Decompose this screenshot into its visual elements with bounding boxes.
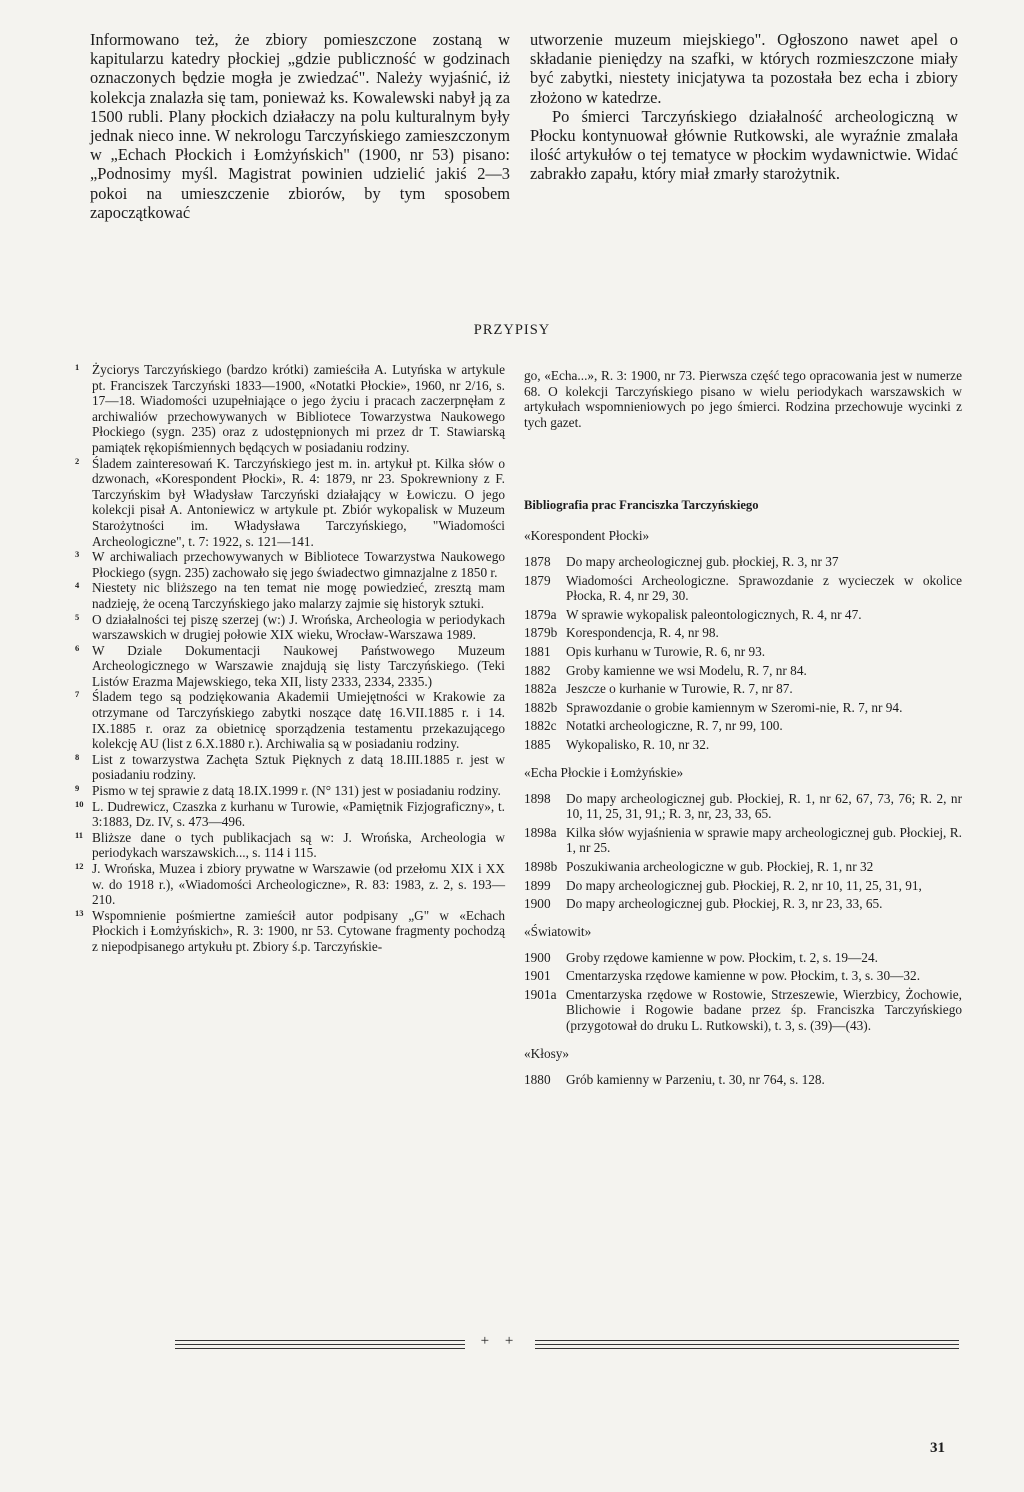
bibliography-source: «Korespondent Płocki» <box>524 528 650 543</box>
footnote <box>75 456 505 550</box>
footnote-number: 8 <box>75 751 80 762</box>
footnote <box>75 549 505 580</box>
entry-text: Cmentarzyska rzędowe kamienne w pow. Płockim, t. 3, s. 30—32. <box>566 968 921 984</box>
paragraph: Informowano też, że zbiory pomieszczone zostaną w kapitularzu katedry płockiej „gdzie publiczność w godzinach oznaczonych będzie mogła je zwiedzać". Należy wyjaśnić, iż kolekcja znalazła się tam, ponieważ ks. Kowalewski nabył ją za 1500 rubli. Plany płockich działaczy na polu kulturalnym były jednak nieco inne. W nekrologu Tarczyńskiego zamieszczonym w „Echach Płockich i Łomżyńskich" (1900, nr 53) pisano: „Podnosimy myśl. Magistrat powinien udzielić jakiś 2—3 pokoi na umieszczenie zbiorów, by tym sposobem zapoczątkować <box>90 30 510 222</box>
footnote-number: 4 <box>75 580 80 591</box>
entry-text: Sprawozdanie o grobie kamiennym w Szeromi-nie, R. 7, nr 94. <box>566 699 903 715</box>
main-text-right-column <box>530 30 958 184</box>
footnote-text: Bliższe dane o tych publikacjach są w: J. Wrońska, Archeologia w periodykach warszawskich..., s. 114 i 115. <box>92 829 505 861</box>
footnote-text: Śladem zainteresowań K. Tarczyńskiego jest m. in. artykuł pt. Kilka słów o dzwonach, «Korespondent Płocki», R. 4: 1879, nr 23. Spokrewniony z F. Tarczyńskim był Władysław Tarczyński działający w Łowiczu. O jego kolekcji pisał A. Antoniewicz w artykule pt. Zbiór wykopalisk w Muzeum Starożytności im. Władysława Tarczyńskiego, "Wiadomości Archeologiczne", t. 7: 1922, s. 121—141. <box>92 455 505 549</box>
bibliography-entry <box>524 625 962 641</box>
bibliography <box>524 498 962 1090</box>
footnote <box>75 362 505 456</box>
entry-year: 1901a <box>524 986 557 1002</box>
bibliography-source: «Światowit» <box>524 923 592 939</box>
bibliography-entry <box>524 644 962 660</box>
page-number: 31 <box>930 1440 945 1456</box>
footnote-number: 5 <box>75 611 80 622</box>
entry-year: 1899 <box>524 877 551 893</box>
footnote <box>75 908 505 955</box>
footnote-number: 1 <box>75 362 80 372</box>
entry-year: 1898a <box>524 824 557 840</box>
bibliography-entry <box>524 987 962 1034</box>
footnote-text: L. Dudrewicz, Czaszka z kurhanu w Turowie, «Pamiętnik Fizjograficzny», t. 3:1883, Dz. IV, s. 473—496. <box>92 798 505 830</box>
entry-year: 1882a <box>524 681 557 697</box>
footnote <box>75 830 505 861</box>
bibliography-entry <box>524 737 962 753</box>
paragraph: Po śmierci Tarczyńskiego działalność archeologiczną w Płocku kontynuował głównie Rutkowski, ale wyraźnie zmalała ilość artykułów o tej tematyce w płockim wydawnictwie. Widać zabrakło zapału, który miał zmarły starożytnik. <box>530 106 958 184</box>
ornament-stars: + + <box>480 1333 520 1349</box>
footnote-number: 3 <box>75 549 80 560</box>
bibliography-entry <box>524 859 962 875</box>
entry-text: Wykopalisko, R. 10, nr 32. <box>566 736 710 752</box>
entry-year: 1901 <box>524 968 551 984</box>
bibliography-entry <box>524 718 962 734</box>
entry-text: W sprawie wykopalisk paleontologicznych, R. 4, nr 47. <box>566 606 862 622</box>
bibliography-title: Bibliografia prac Franciszka Tarczyńskiego <box>524 498 759 512</box>
entry-year: 1878 <box>524 554 551 569</box>
bibliography-entry <box>524 663 962 679</box>
bibliography-entry <box>524 950 962 966</box>
footnote-number: 13 <box>75 907 84 918</box>
bibliography-source: «Kłosy» <box>524 1045 570 1061</box>
bibliography-entry <box>524 607 962 623</box>
footnote-text: Wspomnienie pośmiertne zamieścił autor podpisany „G" w «Echach Płockich i Łomżyńskich», R. 3: 1900, nr 53. Cytowane fragmenty pochodzą z niepodpisanego artykułu pt. Zbiory ś.p. Tarczyńskie- <box>92 907 505 954</box>
footnote <box>75 752 505 783</box>
ornament-divider <box>175 1333 959 1352</box>
entry-year: 1882b <box>524 699 558 715</box>
footnote-text: Niestety nic bliższego na ten temat nie mogę powiedzieć, zresztą mam nadzieję, że oceną Tarczyńskiego jako malarzy zajmie się historyk sztuki. <box>92 580 505 611</box>
entry-text: Notatki archeologiczne, R. 7, nr 99, 100. <box>566 718 783 734</box>
entry-year: 1879a <box>524 606 557 622</box>
bibliography-entry <box>524 968 962 984</box>
bibliography-entry <box>524 896 962 912</box>
footnote <box>75 643 505 690</box>
entry-text: Do mapy archeologicznej gub. Płockiej, R. 2, nr 10, 11, 25, 31, 91, <box>566 877 922 893</box>
bibliography-entry <box>524 878 962 894</box>
entry-text: Do mapy archeologicznej gub. Płockiej, R. 1, nr 62, 67, 73, 76; R. 2, nr 10, 11, 25, 31, 91,; R. 3, nr, 23, 33, 65. <box>566 790 962 822</box>
entry-year: 1900 <box>524 949 551 965</box>
footnote-text: W archiwaliach przechowywanych w Bibliotece Towarzystwa Naukowego Płockiego (sygn. 235) zachowało się jego świadectwo gimnazjalne z 1850 r. <box>92 549 505 580</box>
entry-text: Groby kamienne we wsi Modelu, R. 7, nr 84. <box>566 662 807 678</box>
footnote-number: 12 <box>75 861 84 871</box>
footnote-number: 11 <box>75 829 84 840</box>
entry-text: Grób kamienny w Parzeniu, t. 30, nr 764, s. 128. <box>566 1071 825 1087</box>
main-text-left-column <box>90 30 510 222</box>
entry-year: 1900 <box>524 896 551 912</box>
entry-text: Cmentarzyska rzędowe w Rostowie, Strzeszewie, Wierzbicy, Żochowie, Blichowie i Rogowie badane przez śp. Franciszka Tarczyńskiego (przygotował do druku L. Rutkowski), t. 3, s. (39)—(43). <box>566 986 962 1034</box>
footnote-text: List z towarzystwa Zachęta Sztuk Pięknych z datą 18.III.1885 r. jest w posiadaniu rodziny. <box>92 751 505 783</box>
bibliography-entry <box>524 554 962 570</box>
entry-text: Do mapy archeologicznej gub. płockiej, R. 3, nr 37 <box>566 554 839 569</box>
footnote <box>75 783 505 799</box>
footnotes-heading: PRZYPISY <box>473 322 551 338</box>
footnote-number: 6 <box>75 642 80 653</box>
bibliography-entry <box>524 791 962 822</box>
entry-text: Wiadomości Archeologiczne. Sprawozdanie z wycieczek w okolice Płocka, R. 4, nr 29, 30. <box>566 572 962 604</box>
footnote-text: Pismo w tej sprawie z datą 18.IX.1999 r. (N° 131) jest w posiadaniu rodziny. <box>92 783 501 799</box>
bibliography-entry <box>524 700 962 716</box>
footnote-number: 2 <box>75 455 80 466</box>
footnote <box>75 612 505 643</box>
footnote-text: W Dziale Dokumentacji Naukowej Państwowego Muzeum Archeologicznego w Warszawie znajdują się listy Tarczyńskiego. (Teki Listów Erazma Majewskiego, teka XII, listy 2333, 2334, 2335.) <box>92 642 505 689</box>
bibliography-entry <box>524 1072 962 1088</box>
entry-text: Do mapy archeologicznej gub. Płockiej, R. 3, nr 23, 33, 65. <box>566 896 883 912</box>
entry-year: 1880 <box>524 1071 551 1087</box>
footnote <box>75 861 505 908</box>
footnote-number: 7 <box>75 689 80 700</box>
bibliography-sections <box>524 528 962 1087</box>
footnote <box>75 580 505 611</box>
footnote-continuation: go, «Echa...», R. 3: 1900, nr 73. Pierwsza część tego opracowania jest w numerze 68. O kolekcji Tarczyńskiego pisano w wielu periodykach warszawskich w artykułach wspomnieniowych po jego śmierci. Rodzina przechowuje wycinki z tych gazet. <box>524 368 962 430</box>
footnotes-list <box>75 362 505 955</box>
entry-year: 1898 <box>524 790 551 806</box>
entry-year: 1885 <box>524 736 551 752</box>
entry-year: 1881 <box>524 643 551 659</box>
paragraph: utworzenie muzeum miejskiego". Ogłoszono nawet apel o składanie pieniędzy na szafki, w których rozmieszczone miały być zabytki, niestety inicjatywa ta pozostała bez echa i zbiory złożono w katedrze. <box>530 30 958 107</box>
entry-year: 1882c <box>524 718 557 734</box>
footnote-number: 10 <box>75 798 84 809</box>
entry-text: Poszukiwania archeologiczne w gub. Płockiej, R. 1, nr 32 <box>566 858 874 874</box>
bibliography-entry <box>524 681 962 697</box>
entry-year: 1898b <box>524 858 558 874</box>
entry-text: Korespondencja, R. 4, nr 98. <box>566 625 719 641</box>
entry-text: Kilka słów wyjaśnienia w sprawie mapy archeologicznej gub. Płockiej, R. 1, nr 25. <box>566 824 962 856</box>
footnote-text: Śladem tego są podziękowania Akademii Umiejętności w Krakowie za otrzymane od Tarczyńskiego zabytki noszące datę 16.VII.1885 r. i 14. IX.1885 r. oraz za obietnicę sporządzenia testamentu przekazującego kolekcję AU (list z 6.X.1880 r.). Archiwalia są w posiadaniu rodziny. <box>92 689 505 752</box>
entry-year: 1882 <box>524 662 551 678</box>
footnote-text: O działalności tej piszę szerzej (w:) J. Wrońska, Archeologia w periodykach warszawskich w drugiej połowie XIX wieku, Wrocław-Warszawa 1989. <box>92 611 505 643</box>
footnote <box>75 689 505 751</box>
bibliography-source: «Echa Płockie i Łomżyńskie» <box>524 764 684 780</box>
footnote-number: 9 <box>75 783 80 794</box>
entry-year: 1879b <box>524 625 558 641</box>
entry-text: Groby rzędowe kamienne w pow. Płockim, t. 2, s. 19—24. <box>566 949 878 965</box>
footnote-text: J. Wrońska, Muzea i zbiory prywatne w Warszawie (od przełomu XIX i XX w. do 1918 r.), «Wiadomości Archeologiczne», R. 83: 1983, z. 2, s. 193—210. <box>92 861 505 908</box>
footnote <box>75 799 505 830</box>
bibliography-entry <box>524 825 962 856</box>
footnote-text: Życiorys Tarczyńskiego (bardzo krótki) zamieściła A. Lutyńska w artykule pt. Franciszek Tarczyński 1833—1900, «Notatki Płockie», 1960, nr 2/16, s. 17—18. Wiadomości uzupełniające o jego życiu i pracach zaczerpnęłam z archiwaliów przechowywanych w Bibliotece Towarzystwa Naukowego Płockiego (sygn. 235) oraz z udostępnionych mi przez dr T. Stawiarską pamiątek rękopiśmiennych będących w posiadaniu rodziny. <box>92 362 505 455</box>
entry-year: 1879 <box>524 572 551 588</box>
entry-text: Jeszcze o kurhanie w Turowie, R. 7, nr 87. <box>566 681 793 697</box>
entry-text: Opis kurhanu w Turowie, R. 6, nr 93. <box>566 643 766 659</box>
bibliography-entry <box>524 573 962 604</box>
